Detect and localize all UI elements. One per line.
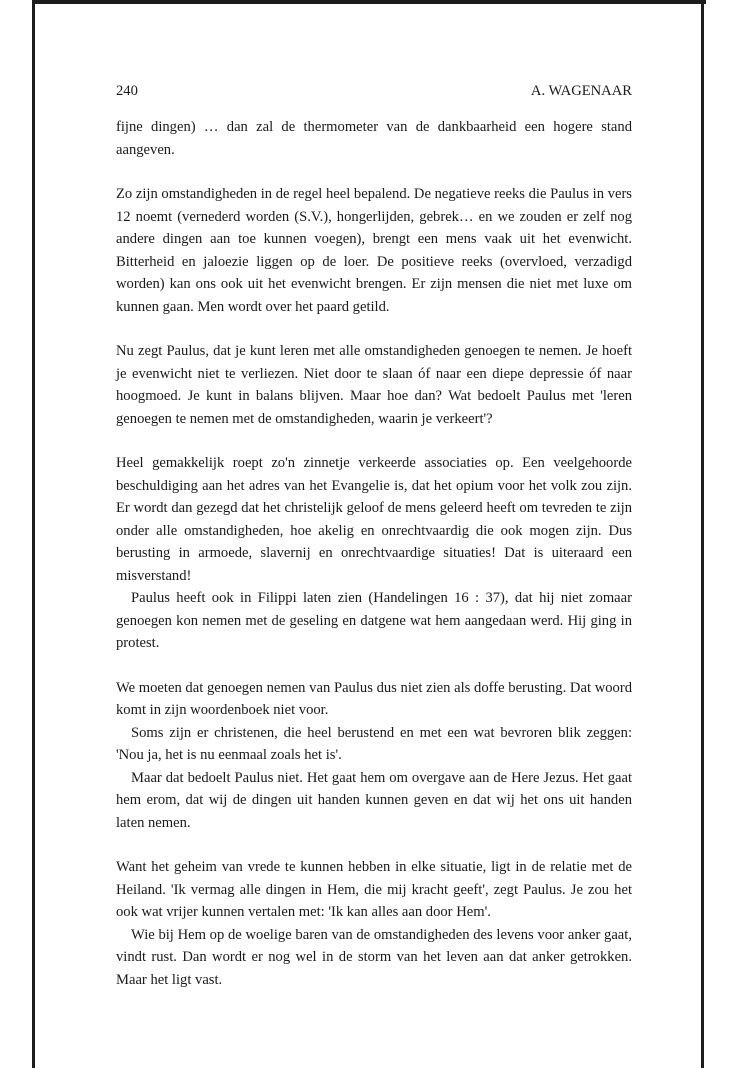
author-name: A. WAGENAAR (530, 83, 632, 99)
paragraph: Wie bij Hem op de woelige baren van de omstandigheden des levens voor anker gaat, vindt rust. Dan wordt er nog wel in de storm van het leven aan dat anker getrokken. Maar het ligt vast. (116, 926, 632, 988)
paragraph: Paulus heeft ook in Filippi laten zien (Handelingen 16 : 37), dat hij niet zomaar genoegen kon nemen met de geseling en datgene wat hem aangedaan werd. Hij ging in protest. (116, 590, 632, 651)
paragraph: Soms zijn er christenen, die heel berustend en met een wat bevroren blik zeggen: 'Nou ja, het is nu eenmaal zoals het is'. (116, 724, 632, 763)
scan-edge-left (32, 0, 35, 1068)
paragraph: We moeten dat genoegen nemen van Paulus dus niet zien als doffe berusting. Dat woord komt in zijn woordenboek niet voor. (116, 679, 632, 718)
book-page (116, 82, 632, 991)
running-head (116, 82, 632, 100)
page-number: 240 (116, 83, 138, 99)
paragraph: Nu zegt Paulus, dat je kunt leren met alle omstandigheden genoegen te nemen. Je hoeft je evenwicht niet te verliezen. Niet door te slaan óf naar een diepe depressie óf naar hoogmoed. Je kunt in balans blijven. Maar hoe dan? Wat bedoelt Paulus met 'leren genoegen te nemen met de omstandigheden, waarin je verkeert'? (116, 343, 632, 427)
paragraph: Want het geheim van vrede te kunnen hebben in elke situatie, ligt in de relatie met de Heiland. 'Ik vermag alle dingen in Hem, die mij kracht geeft', zegt Paulus. Je zou het ook wat vrijer kunnen vertalen met: 'Ik kan alles aan door Hem'. (116, 859, 632, 920)
paragraph: Heel gemakkelijk roept zo'n zinnetje verkeerde associaties op. Een veelgehoorde beschuldiging aan het adres van het Evangelie is, dat het opium voor het volk zou zijn. Er wordt dan gezegd dat het christelijk geloof de mens geleerd heeft om tevreden te zijn onder alle omstandigheden, hoe akelig en onrechtvaardig die ook mogen zijn. Dus berusting in armoede, slavernij en onrechtvaardige situaties! Dat is uiteraard een misverstand! (116, 455, 632, 584)
paragraph: Maar dat bedoelt Paulus niet. Het gaat hem om overgave aan de Here Jezus. Het gaat hem erom, dat wij de dingen uit handen kunnen geven en dat wij het ons uit handen laten nemen. (116, 769, 632, 831)
scan-edge-right (701, 0, 704, 1068)
body-text (116, 116, 632, 991)
paragraph: Zo zijn omstandigheden in de regel heel bepalend. De negatieve reeks die Paulus in vers 12 noemt (vernederd worden (S.V.), hongerlijden, gebrek… en we zouden er zelf nog andere dingen aan toe kunnen voegen), brengt een mens vaak uit het evenwicht. Bitterheid en jaloezie liggen op de loer. De positieve reeks (overvloed, verzadigd worden) kan ons ook uit het evenwicht brengen. Er zijn mensen die niet met luxe om kunnen gaan. Men wordt over het paard getild. (116, 186, 632, 315)
scan-edge-top (32, 0, 706, 4)
paragraph: fijne dingen) … dan zal de thermometer van de dankbaarheid een hogere stand aangeven. (116, 119, 632, 158)
